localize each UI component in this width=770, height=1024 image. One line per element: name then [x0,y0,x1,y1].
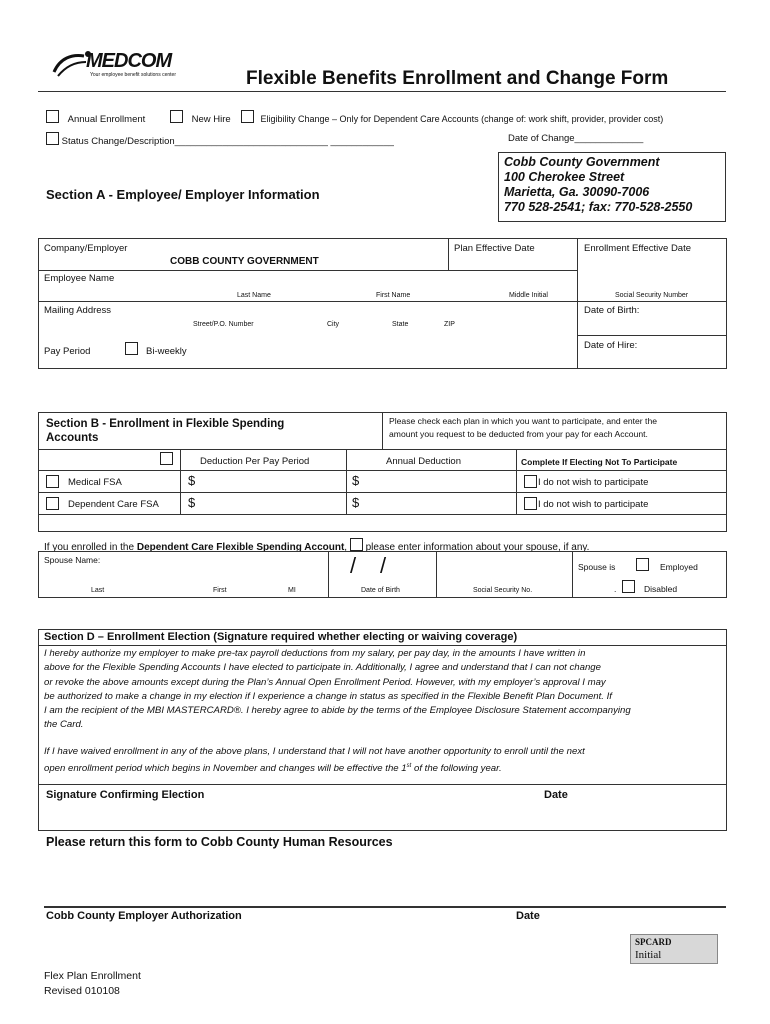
dob-slash-2: / [380,553,387,578]
medical-annual-dollar[interactable]: $ [352,473,360,488]
logo-tagline: Your employee benefit solutions center [90,72,176,78]
spouse-mi-label: MI [288,587,296,594]
street-label: Street/P.O. Number [193,321,254,328]
date-of-hire-label[interactable]: Date of Hire: [584,340,638,351]
footer-line-1: Flex Plan Enrollment [44,970,141,982]
signature-date-label[interactable]: Date [544,789,568,801]
zip-label: ZIP [444,321,455,328]
spouse-ssn-label: Social Security No. [473,587,533,594]
biweekly-label: Bi-weekly [146,346,187,357]
status-change-label: Status Change/Description_____________________________ ____________ [61,136,394,147]
spouse-intro: If you enrolled in the Dependent Care Flexible Spending Account, please enter information about your spouse, if any. [44,538,589,553]
spouse-info-checkbox[interactable] [350,538,363,551]
dependent-care-fsa-label: Dependent Care FSA [68,499,159,510]
medical-waive-checkbox[interactable] [524,475,537,488]
form-title: Flexible Benefits Enrollment and Change Form [246,68,669,89]
biweekly-checkbox[interactable] [125,342,138,355]
dependent-annual-dollar[interactable]: $ [352,495,360,510]
section-b-title-line-1: Section B - Enrollment in Flexible Spending [46,418,285,430]
medical-fsa-checkbox[interactable] [46,475,59,488]
title-rule [38,91,726,92]
spouse-name-label[interactable]: Spouse Name: [44,555,101,565]
section-d-title: Section D – Enrollment Election (Signature required whether electing or waiving coverage) [44,631,518,643]
employer-authorization-label[interactable]: Cobb County Employer Authorization [46,910,242,922]
spcard-initial-label[interactable]: Initial [635,949,662,961]
section-d-paragraph-2: If I have waived enrollment in any of the above plans, I understand that I will not have another opportunity to enroll until the next open enrollment period which begins in November and changes will be effective the 1st of the following year. [44,746,585,775]
medical-deduction-dollar[interactable]: $ [188,473,196,488]
company-employer-value[interactable]: COBB COUNTY GOVERNMENT [170,256,319,267]
date-of-birth-label[interactable]: Date of Birth: [584,305,640,316]
spouse-first-label: First [213,587,227,594]
medical-fsa-label: Medical FSA [68,477,122,488]
address-line-1: Cobb County Government [504,155,660,169]
spcard-label: SPCARD [635,937,672,947]
logo-name: MEDCOM [86,50,172,72]
annual-enrollment-label: Annual Enrollment [67,114,146,125]
employer-address [504,155,692,215]
employed-label: Employed [660,562,698,572]
employed-checkbox[interactable] [636,558,649,571]
section-a-title: Section A - Employee/ Employer Information [46,187,320,202]
medical-waive-label: I do not wish to participate [538,477,649,488]
signature-label[interactable]: Signature Confirming Election [46,789,205,801]
col-deduction-per-pay-period: Deduction Per Pay Period [200,456,310,467]
instructions-line-1: Please check each plan in which you want to participate, and enter the [389,416,658,426]
employee-name-label[interactable]: Employee Name [44,273,115,284]
col-complete-if-not-participating: Complete If Electing Not To Participate [521,457,678,467]
return-note: Please return this form to Cobb County Human Resources [46,835,393,849]
state-label: State [392,321,409,328]
dependent-deduction-dollar[interactable]: $ [188,495,196,510]
spouse-dot: . [614,584,617,594]
section-b-header-checkbox[interactable] [160,452,173,465]
spouse-is-label: Spouse is [578,562,616,572]
dependent-waive-label: I do not wish to participate [538,499,649,510]
section-d-paragraph-1: I hereby authorize my employer to make pre-tax payroll deductions from my salary, per pay day, in the amounts I have written in above for the Flexible Spending Accounts I have elected to participate in. Additionally, I agree and understand that I can not change or revoke the above amounts except during the Plan’s Annual Open Enrollment Period. However, with my employer’s approval I may be authorized to make a change in my election if I experience a change in status as specified in the Flexible Benefit Plan Document. If I am the recipient of the MBI MASTERCARD®. I hereby agree to abide by the terms of the Employee Disclosure Statement accompanying the Card. [44,648,631,731]
col-annual-deduction: Annual Deduction [386,456,461,467]
status-change-checkbox[interactable] [46,132,59,145]
eligibility-change-label: Eligibility Change – Only for Dependent Care Accounts (change of: work shift, provider, provider cost) [260,114,664,124]
new-hire-label: New Hire [191,114,231,125]
eligibility-change-checkbox[interactable] [241,110,254,123]
dependent-waive-checkbox[interactable] [524,497,537,510]
disabled-label: Disabled [644,584,678,594]
plan-effective-date-label[interactable]: Plan Effective Date [454,243,535,254]
new-hire-checkbox[interactable] [170,110,183,123]
dependent-care-fsa-checkbox[interactable] [46,497,59,510]
address-line-2: 100 Cherokee Street [504,170,625,184]
mailing-address-label[interactable]: Mailing Address [44,305,112,316]
company-employer-label: Company/Employer [44,243,128,254]
last-name-label: Last Name [237,292,271,299]
footer-line-2: Revised 010108 [44,985,120,997]
address-line-4: 770 528-2541; fax: 770-528-2550 [504,200,693,214]
dob-slash-1: / [350,553,357,578]
enrollment-effective-date-label[interactable]: Enrollment Effective Date [584,243,692,254]
footer [44,969,141,999]
spouse-last-label: Last [91,587,105,594]
medcom-logo [50,48,185,82]
annual-enrollment-checkbox[interactable] [46,110,59,123]
ssn-label: Social Security Number [615,292,689,299]
date-of-change-field[interactable]: Date of Change_____________ [508,133,644,144]
spouse-dob-label: Date of Birth [361,587,400,594]
section-b-instructions [389,415,657,441]
authorization-date-label[interactable]: Date [516,910,540,922]
section-b-title [46,417,284,445]
instructions-line-2: amount you request to be deducted from your pay for each Account. [389,429,648,439]
city-label: City [327,321,340,328]
pay-period-label: Pay Period [44,346,91,357]
section-b-title-line-2: Accounts [46,432,99,444]
disabled-checkbox[interactable] [622,580,635,593]
first-name-label: First Name [376,292,411,299]
middle-initial-label: Middle Initial [509,292,548,299]
address-line-3: Marietta, Ga. 30090-7006 [504,185,650,199]
